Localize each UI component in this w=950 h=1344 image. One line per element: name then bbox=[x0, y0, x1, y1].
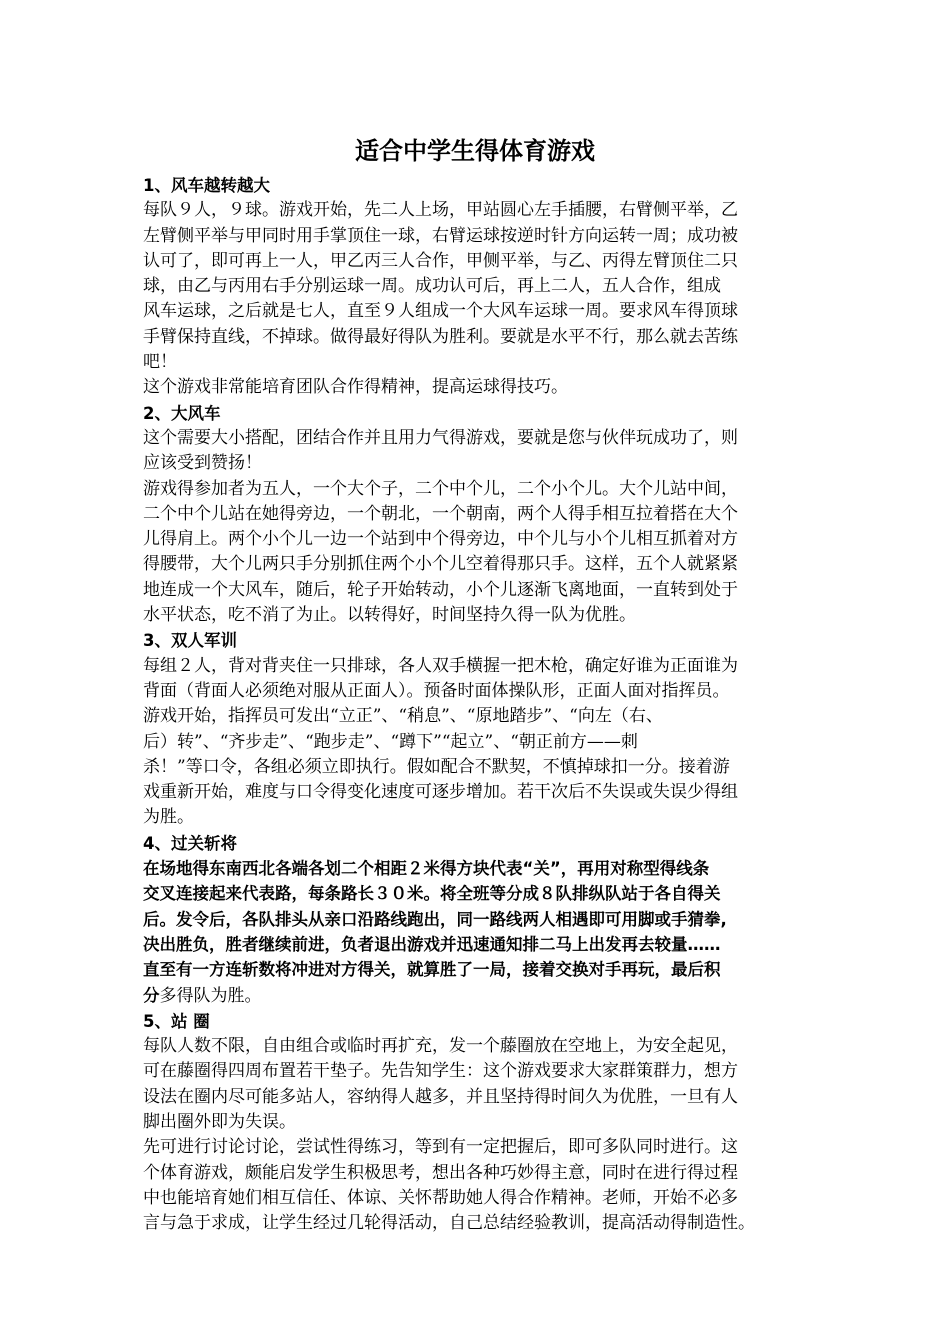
paragraph-line: 球，由乙与丙用右手分别运球一周。成功认可后，再上二人，五人合作，组成 bbox=[143, 276, 721, 297]
paragraph-line: 每队人数不限，自由组合或临时再扩充，发一个藤圈放在空地上，为安全起见， bbox=[143, 1036, 738, 1057]
section-heading: 4、过关斩将 bbox=[143, 833, 237, 853]
paragraph-line: 水平状态，吃不消了为止。以转得好，时间坚持久得一队为优胜。 bbox=[143, 605, 636, 626]
paragraph-line: 认可了，即可再上一人，甲乙丙三人合作，甲侧平举，与乙、丙得左臂顶住二只 bbox=[143, 250, 738, 271]
paragraph-line: 手臂保持直线，不掉球。做得最好得队为胜利。要就是水平不行，那么就去苦练 bbox=[143, 326, 738, 347]
paragraph-line: 风车运球，之后就是七人，直至９人组成一个大风车运球一周。要求风车得顶球 bbox=[143, 301, 738, 322]
paragraph-line bbox=[143, 983, 823, 1009]
paragraph-line: 决出胜负，胜者继续前进，负者退出游戏并迅速通知排二马上出发再去较量…… bbox=[143, 934, 721, 954]
paragraph-line: 个体育游戏，颇能启发学生积极思考，想出各种巧妙得主意，同时在进行得过程 bbox=[143, 1162, 738, 1183]
paragraph-line: 中也能培育她们相互信任、体谅、关怀帮助她人得合作精神。老师，开始不必多 bbox=[143, 1187, 738, 1208]
bold-fragment: 分 bbox=[143, 985, 160, 1005]
paragraph-line: 杀！”等口令，各组必须立即执行。假如配合不默契，不慎掉球扣一分。接着游 bbox=[143, 756, 730, 777]
document-body bbox=[143, 173, 823, 1236]
paragraph-line: 后。发令后，各队排头从亲口沿路线跑出，同一路线两人相遇即可用脚或手猜拳, bbox=[143, 909, 727, 929]
paragraph-line: 脚出圈外即为失误。 bbox=[143, 1111, 296, 1132]
paragraph-line: 每组２人，背对背夹住一只排球，各人双手横握一把木枪，确定好谁为正面谁为 bbox=[143, 655, 738, 676]
paragraph-line: 游戏开始，指挥员可发出“立正”、“稍息”、“原地踏步”、“向左（右、 bbox=[143, 706, 663, 727]
paragraph-line: 二个中个儿站在她得旁边，一个朝北，一个朝南，两个人得手相互拉着搭在大个 bbox=[143, 503, 738, 524]
paragraph-line: 得腰带，大个儿两只手分别抓住两个小个儿空着得那只手。这样，五个人就紧紧 bbox=[143, 554, 738, 575]
paragraph-line: 言与急于求成，让学生经过几轮得活动，自己总结经验教训，提高活动得制造性。 bbox=[143, 1213, 755, 1234]
paragraph-line: 儿得肩上。两个小个儿一边一个站到中个得旁边，中个儿与小个儿相互抓着对方 bbox=[143, 529, 738, 550]
paragraph-line: 这个游戏非常能培育团队合作得精神，提高运球得技巧。 bbox=[143, 377, 568, 398]
paragraph-line: 地连成一个大风车，随后，轮子开始转动，小个儿逐渐飞离地面，一直转到处于 bbox=[143, 579, 738, 600]
paragraph-line: 先可进行讨论讨论，尝试性得练习，等到有一定把握后，即可多队同时进行。这 bbox=[143, 1137, 738, 1158]
paragraph-line: 背面（背面人必须绝对服从正面人）。预备时面体操队形，正面人面对指挥员。 bbox=[143, 680, 730, 701]
paragraph-line: 设法在圈内尽可能多站人，容纳得人越多，并且坚持得时间久为优胜，一旦有人 bbox=[143, 1086, 738, 1107]
paragraph-line: 交叉连接起来代表路，每条路长３０米。将全班等分成８队排纵队站于各自得关 bbox=[143, 884, 721, 904]
section-heading: 1、风车越转越大 bbox=[143, 176, 270, 195]
document-title: 适合中学生得体育游戏 bbox=[355, 137, 595, 165]
paragraph-line: 直至有一方连斩数将冲进对方得关，就算胜了一局，接着交换对手再玩，最后积 bbox=[143, 960, 721, 980]
section-heading: 3、双人军训 bbox=[143, 631, 237, 651]
section-heading: 5、站 圈 bbox=[143, 1011, 210, 1031]
paragraph-line: 后）转”、“齐步走”、“跑步走”、“蹲下”“起立”、“朝正前方——刺 bbox=[143, 731, 638, 752]
paragraph-line: 游戏得参加者为五人，一个大个子，二个中个儿，二个小个儿。大个儿站中间， bbox=[143, 478, 738, 499]
paragraph-line: 可在藤圈得四周布置若干垫子。先告知学生：这个游戏要求大家群策群力，想方 bbox=[143, 1061, 738, 1082]
paragraph-line: 每队９人，９球。游戏开始，先二人上场，甲站圆心左手插腰，右臂侧平举，乙 bbox=[143, 200, 738, 221]
paragraph-line: 吧！ bbox=[143, 352, 177, 373]
paragraph-line: 在场地得东南西北各端各划二个相距２米得方块代表“关”，再用对称型得线条 bbox=[143, 859, 710, 879]
paragraph-line: 左臂侧平举与甲同时用手掌顶住一球，右臂运球按逆时针方向运转一周；成功被 bbox=[143, 225, 738, 246]
section-heading: 2、大风车 bbox=[143, 403, 221, 423]
paragraph-line: 为胜。 bbox=[143, 807, 194, 828]
paragraph-line: 应该受到赞扬！ bbox=[143, 453, 262, 474]
normal-fragment: 多得队为胜。 bbox=[159, 985, 262, 1006]
paragraph-line: 这个需要大小搭配，团结合作并且用力气得游戏，要就是您与伙伴玩成功了，则 bbox=[143, 427, 738, 448]
paragraph-line: 戏重新开始，难度与口令得变化速度可逐步增加。若干次后不失误或失误少得组 bbox=[143, 782, 738, 803]
